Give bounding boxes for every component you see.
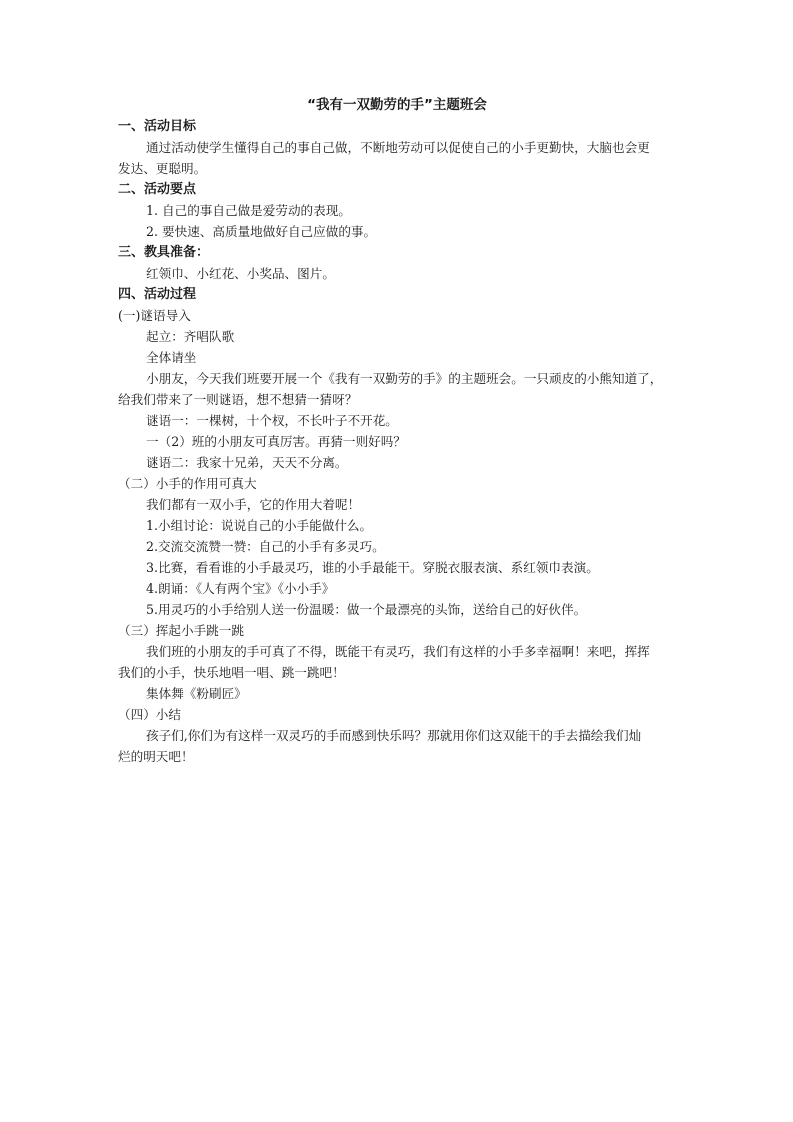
process-subheading: （四）小结 xyxy=(118,707,181,722)
paragraph-line: 红领巾、小红花、小奖品、图片。 xyxy=(146,266,335,281)
paragraph-line: 小朋友，今天我们班要开展一个《我有一双勤劳的手》的主题班会。一只顽皮的小熊知道了， xyxy=(146,371,663,386)
process-container xyxy=(118,305,676,767)
paragraph-line: 孩子们,你们为有这样一双灵巧的手而感到快乐吗？那就用你们这双能干的手去描绘我们灿 xyxy=(146,728,642,743)
process-subheading: （三）挥起小手跳一跳 xyxy=(118,623,244,638)
section-heading: 三、教具准备： xyxy=(118,245,210,260)
paragraph-line: 集体舞《粉刷匠》 xyxy=(146,686,247,701)
paragraph-line: 发达、更聪明。 xyxy=(118,161,207,176)
paragraph-line: 5.用灵巧的小手给别人送一份温暖：做一个最漂亮的头饰，送给自己的好伙伴。 xyxy=(146,602,587,617)
process-subheading: （二）小手的作用可真大 xyxy=(118,476,257,491)
paragraph-line: 通过活动使学生懂得自己的事自己做，不断地劳动可以促使自己的小手更勤快，大脑也会更 xyxy=(146,140,650,155)
paragraph-line: 谜语二：我家十兄弟，天天不分离。 xyxy=(146,455,348,470)
paragraph-line: 全体请坐 xyxy=(146,350,197,365)
paragraph-line: 4.朗诵：《人有两个宝》《小小手》 xyxy=(146,581,335,596)
paragraph-line: 一（2）班的小朋友可真厉害。再猜一则好吗？ xyxy=(146,434,406,449)
document-title: “我有一双勤劳的手”主题班会 xyxy=(307,97,487,113)
paragraph-line: 1. 自己的事自己做是爱劳动的表现。 xyxy=(146,203,351,218)
section-heading: 二、活动要点 xyxy=(118,182,197,197)
paragraph-line: 我们都有一双小手，它的作用大着呢！ xyxy=(146,497,361,512)
paragraph-line: 烂的明天吧！ xyxy=(118,749,194,764)
paragraph-line: 我们班的小朋友的手可真了不得，既能干有灵巧，我们有这样的小手多幸福啊！来吧，挥挥 xyxy=(146,644,650,659)
paragraph-line: 谜语一：一棵树，十个杈，不长叶子不开花。 xyxy=(146,413,398,428)
process-subheading: (一)谜语导入 xyxy=(118,308,191,323)
paragraph-line: 2.交流交流赞一赞：自己的小手有多灵巧。 xyxy=(146,539,385,554)
paragraph-line: 3.比赛，看看谁的小手最灵巧，谁的小手最能干。穿脱衣服表演、系红领巾表演。 xyxy=(146,560,599,575)
section-heading: 四、活动过程 xyxy=(118,287,197,302)
paragraph-line: 起立：齐唱队歌 xyxy=(146,329,235,344)
paragraph-line: 2. 要快速、高质量地做好自己应做的事。 xyxy=(146,224,377,239)
sections-container xyxy=(118,116,676,305)
document-page xyxy=(118,95,676,767)
paragraph-line: 我们的小手，快乐地唱一唱、跳一跳吧！ xyxy=(118,665,345,680)
paragraph-line: 给我们带来了一则谜语，想不想猜一猜呀？ xyxy=(118,392,358,407)
section-heading: 一、活动目标 xyxy=(118,119,197,134)
paragraph-line: 1.小组讨论：说说自己的小手能做什么。 xyxy=(146,518,373,533)
